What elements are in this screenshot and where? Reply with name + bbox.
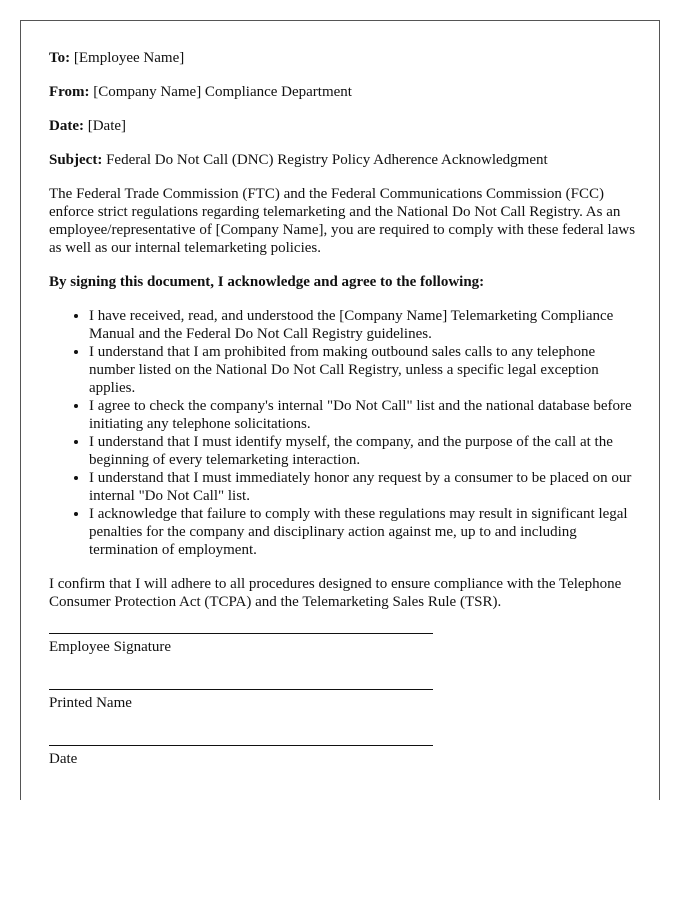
list-item: • I understand that I must identify myself, the company, and the purpose of the call at the beginning of every telemarketing interaction. — [89, 433, 639, 469]
subject-line — [49, 151, 639, 169]
list-item: • I acknowledge that failure to comply with these regulations may result in significant legal penalties for the company and disciplinary action against me, up to and including termination of employment. — [89, 505, 639, 559]
confirmation-paragraph: I confirm that I will adhere to all procedures designed to ensure compliance with the Telephone Consumer Protection Act (TCPA) and the Telemarketing Sales Rule (TSR). — [49, 576, 622, 610]
list-item: • I understand that I am prohibited from making outbound sales calls to any telephone number listed on the National Do Not Call Registry, unless a specific legal exception applies. — [89, 343, 639, 397]
date-label: Date: — [49, 118, 84, 134]
to-label: To: — [49, 50, 71, 66]
signature-date-label: Date — [49, 751, 78, 767]
list-item: • I agree to check the company's internal "Do Not Call" list and the national database before initiating any telephone solicitations. — [89, 397, 639, 433]
acknowledgment-heading: By signing this document, I acknowledge and agree to the following: — [49, 274, 485, 290]
printed-name-label: Printed Name — [49, 695, 132, 711]
list-item: • I understand that I must immediately honor any request by a consumer to be placed on our internal "Do Not Call" list. — [89, 469, 639, 505]
document-content — [49, 49, 639, 768]
subject-value: Federal Do Not Call (DNC) Registry Policy Adherence Acknowledgment — [102, 152, 548, 168]
from-label: From: — [49, 84, 90, 100]
acknowledgment-list — [49, 307, 639, 559]
signature-date-line[interactable] — [49, 745, 433, 746]
from-line — [49, 83, 639, 101]
from-value: [Company Name] Compliance Department — [89, 84, 352, 100]
document-page — [20, 20, 660, 800]
printed-name-line[interactable] — [49, 689, 433, 690]
date-line — [49, 117, 639, 135]
intro-paragraph: The Federal Trade Commission (FTC) and the Federal Communications Commission (FCC) enforce strict regulations regarding telemarketing and the National Do Not Call Registry. As an employee/representative of [Company Name], you are required to comply with these federal laws as well as our internal telemarketing policies. — [49, 186, 636, 256]
date-value: [Date] — [83, 118, 127, 134]
list-item: • I have received, read, and understood the [Company Name] Telemarketing Compliance Manual and the Federal Do Not Call Registry guidelines. — [89, 307, 639, 343]
subject-label: Subject: — [49, 152, 103, 168]
to-value: [Employee Name] — [70, 50, 185, 66]
signature-block — [49, 633, 639, 768]
employee-signature-label: Employee Signature — [49, 639, 172, 655]
to-line — [49, 49, 639, 67]
employee-signature-line[interactable] — [49, 633, 433, 634]
